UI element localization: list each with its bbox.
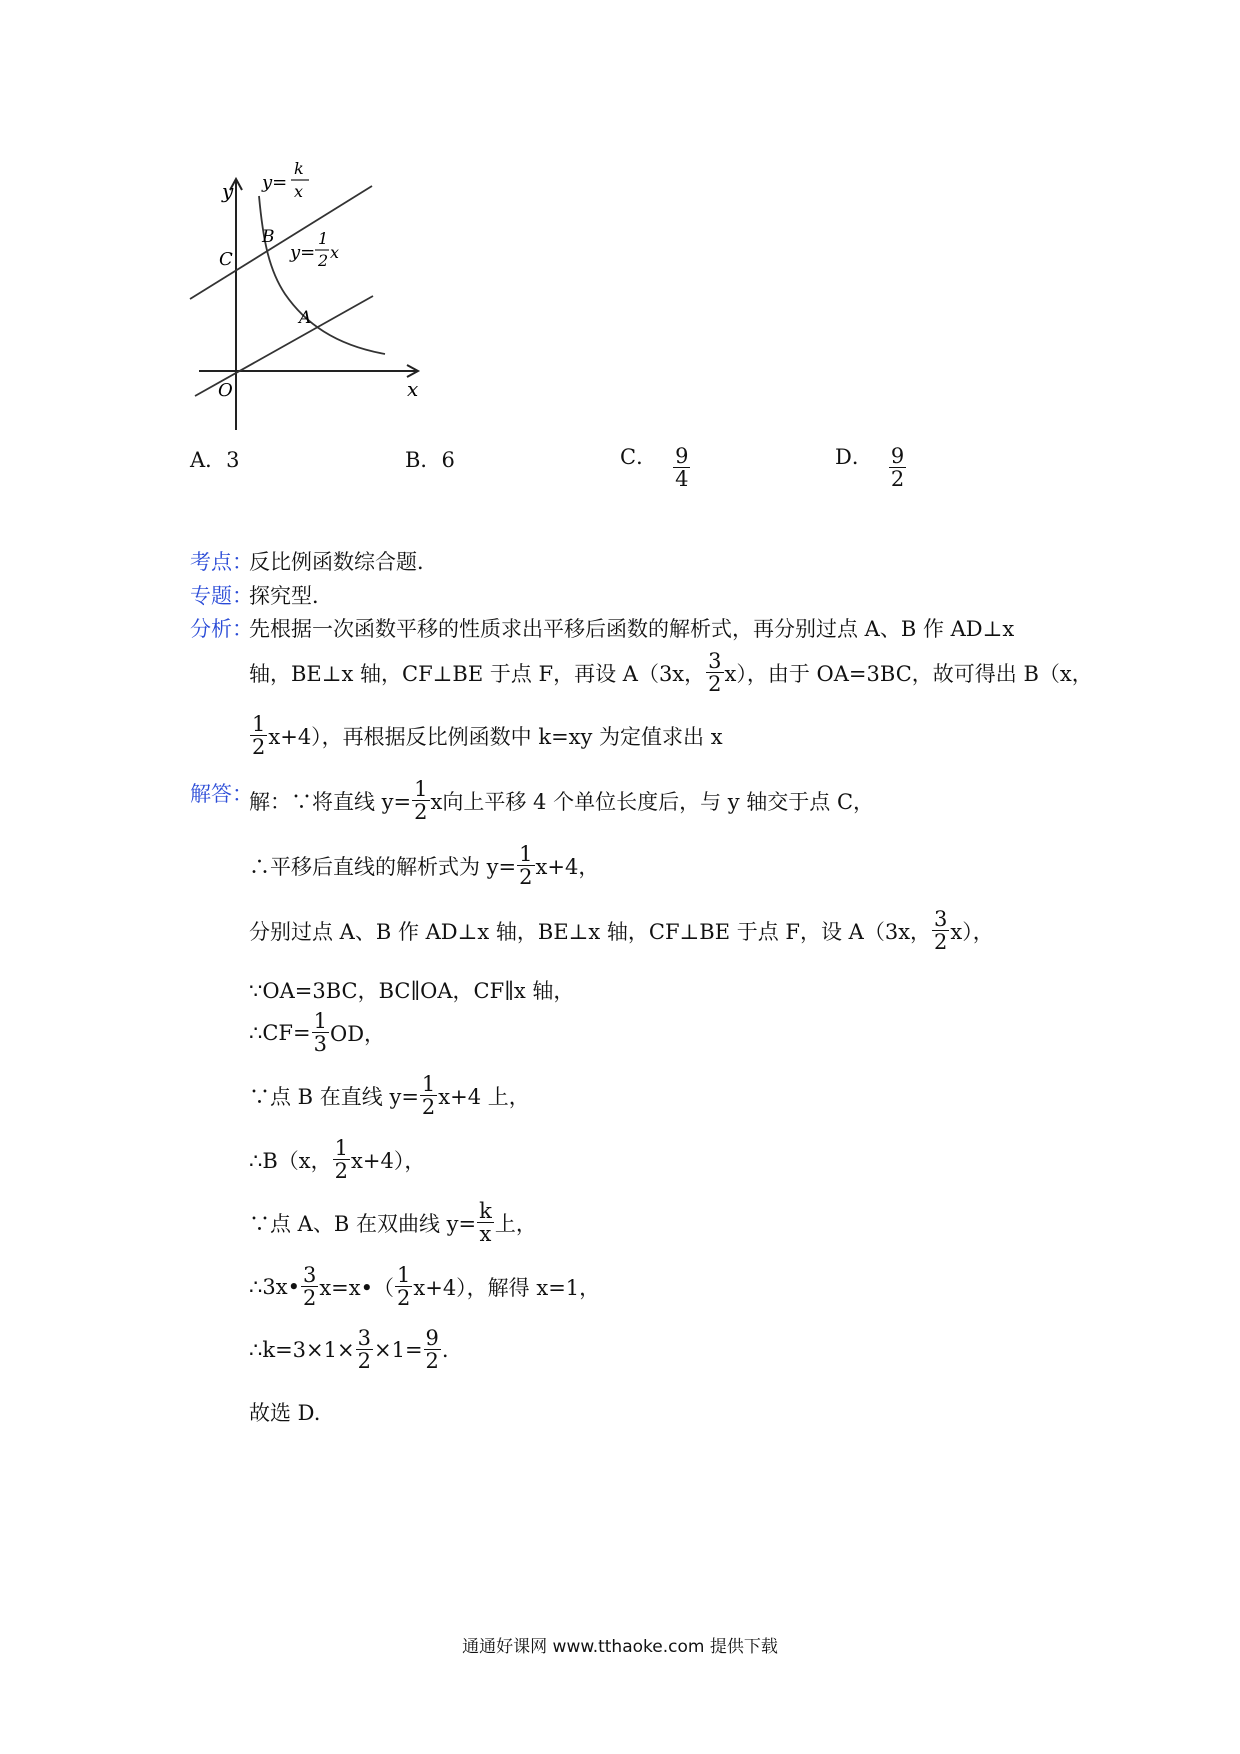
jieda-s2-fraction [517, 843, 534, 888]
jieda-s3-num: 3 [934, 907, 948, 931]
jieda-s7-b: x+4）， [351, 1148, 426, 1173]
shifted-line [190, 186, 372, 299]
option-d-den: 2 [890, 467, 905, 492]
line-eq-tail: x [330, 243, 340, 262]
jieda-s2-num: 1 [519, 842, 533, 866]
jieda-s3-b: x）， [950, 919, 994, 944]
option-b-value: 6 [441, 448, 455, 472]
label-y: y [222, 179, 234, 203]
jieda-s10-b: ×1= [373, 1337, 423, 1362]
option-c-num: 9 [675, 444, 689, 468]
jieda-s9-fraction-2 [395, 1264, 412, 1309]
jieda-s6-fraction [420, 1073, 437, 1118]
jieda-s8-a: ∵点 A、B 在双曲线 y= [249, 1211, 477, 1236]
jieda-s10-fraction-2 [424, 1327, 441, 1372]
jieda-s10-c: . [441, 1337, 449, 1362]
jieda-s2-den: 2 [519, 865, 533, 890]
jieda-s6-den: 2 [421, 1095, 436, 1120]
jieda-s7-a: ∴B（x， [249, 1148, 332, 1173]
option-d-num: 9 [890, 444, 905, 468]
fenxi-line-3-fraction [250, 713, 267, 758]
jieda-s6-num: 1 [421, 1072, 436, 1096]
jieda-s5-fraction [312, 1010, 329, 1055]
jieda-s9-den-1: 2 [302, 1286, 317, 1311]
jieda-s7-den: 2 [334, 1159, 349, 1184]
jieda-s5-b: OD， [329, 1021, 386, 1046]
zhuanti-text: 探究型． [249, 584, 333, 608]
label-c: C [219, 249, 233, 270]
fenxi-line-2-a: 轴，BE⊥x 轴，CF⊥BE 于点 F，再设 A（3x， [249, 661, 706, 686]
jieda-s6-a: ∵点 B 在直线 y= [249, 1084, 419, 1109]
label-a: A [299, 308, 312, 328]
jieda-s3-den: 2 [934, 930, 948, 955]
curve-eq-den: x [294, 182, 304, 201]
option-a [190, 450, 240, 471]
fenxi-line-1: 先根据一次函数平移的性质求出平移后函数的解析式，再分别过点 A、B 作 AD⊥x [249, 617, 1015, 641]
fenxi-l3-num: 1 [252, 712, 266, 736]
jieda-step-7 [249, 1137, 425, 1182]
jieda-s7-num: 1 [334, 1136, 349, 1160]
jieda-s10-a: ∴k=3×1× [249, 1337, 355, 1362]
jieda-step-3 [249, 908, 994, 953]
jieda-s8-b: 上， [494, 1211, 537, 1236]
jieda-s9-a: ∴3x• [249, 1274, 300, 1299]
jieda-s3-a: 分别过点 A、B 作 AD⊥x 轴，BE⊥x 轴，CF⊥BE 于点 F，设 A（3x， [249, 919, 932, 944]
line-eq-lhs: y= [290, 242, 316, 263]
kaodian-text: 反比例函数综合题． [249, 550, 438, 574]
jieda-step-8 [249, 1200, 537, 1245]
zhuanti-label: 专题： [190, 584, 253, 608]
jieda-s9-fraction-1 [301, 1264, 318, 1309]
jieda-s10-num-1: 3 [357, 1326, 371, 1350]
fenxi-l2-num: 3 [708, 649, 722, 673]
option-d [835, 445, 907, 490]
jieda-s1-den: 2 [414, 800, 428, 825]
jieda-step-6 [249, 1073, 530, 1118]
jieda-step-9 [249, 1264, 600, 1309]
curve-eq-num: k [294, 160, 304, 178]
option-d-fraction [889, 445, 906, 490]
jieda-step-10 [249, 1327, 449, 1372]
page-footer: 通通好课网 www.tthaoke.com 提供下载 [462, 1637, 778, 1657]
fenxi-label: 分析： [190, 617, 253, 641]
line-eq-num: 1 [318, 229, 329, 248]
option-d-letter: D． [835, 445, 873, 470]
jieda-s8-den: x [479, 1222, 492, 1247]
jieda-s10-den-1: 2 [357, 1349, 371, 1374]
jieda-s1-num: 1 [414, 777, 428, 801]
jieda-s1-b: x向上平移 4 个单位长度后，与 y 轴交于点 C， [430, 789, 875, 814]
fenxi-line-2 [249, 650, 1093, 695]
jieda-step-5 [249, 1010, 385, 1055]
jieda-s9-c: x+4），解得 x=1， [413, 1275, 601, 1300]
jieda-step-11: 故选 D. [249, 1401, 321, 1425]
jieda-s8-num: k [479, 1199, 492, 1223]
line-eq-den: 2 [318, 251, 329, 270]
jieda-s5-a: ∴CF= [249, 1020, 311, 1045]
jieda-s6-b: x+4 上， [438, 1084, 530, 1109]
fenxi-line-3-b: x+4），再根据反比例函数中 k=xy 为定值求出 x [268, 724, 723, 749]
fenxi-l2-den: 2 [708, 672, 722, 697]
jieda-step-2 [249, 843, 599, 888]
jieda-s7-fraction [333, 1137, 350, 1182]
jieda-s2-a: ∴平移后直线的解析式为 y= [249, 854, 517, 879]
option-c-den: 4 [675, 467, 689, 492]
jieda-s2-b: x+4， [535, 854, 600, 879]
jieda-s10-den-2: 2 [425, 1349, 439, 1374]
jieda-s10-num-2: 9 [425, 1326, 439, 1350]
jieda-step-1 [249, 778, 874, 823]
jieda-s1-fraction [412, 778, 429, 823]
label-o: O [218, 380, 233, 401]
jieda-s10-fraction-1 [356, 1327, 373, 1372]
option-a-letter: A． [190, 448, 227, 472]
jieda-s9-den-2: 2 [397, 1286, 411, 1311]
option-c-letter: C． [620, 445, 658, 470]
fenxi-l3-den: 2 [252, 735, 266, 760]
curve-eq-lhs: y= [262, 172, 288, 193]
jieda-s5-num: 1 [313, 1009, 327, 1033]
option-b-letter: B． [405, 448, 442, 472]
jieda-s9-num-1: 3 [302, 1263, 317, 1287]
option-c [620, 445, 691, 490]
jieda-s9-b: x=x•（ [319, 1275, 394, 1300]
jieda-step-4: ∵OA=3BC，BC∥OA，CF∥x 轴， [249, 979, 575, 1003]
jieda-s5-den: 3 [313, 1032, 327, 1057]
option-a-value: 3 [226, 448, 240, 472]
jieda-s8-fraction [477, 1200, 494, 1245]
jieda-s9-num-2: 1 [397, 1263, 411, 1287]
label-x: x [407, 377, 419, 401]
function-graph [185, 160, 430, 435]
jieda-s1-a: 解：∵将直线 y= [249, 789, 412, 814]
option-b [405, 450, 455, 471]
fenxi-line-3 [249, 713, 723, 758]
jieda-label: 解答： [190, 782, 253, 806]
kaodian-label: 考点： [190, 550, 253, 574]
hyperbola-curve [259, 196, 385, 354]
jieda-s3-fraction [932, 908, 949, 953]
option-c-fraction [673, 445, 690, 490]
label-b: B [262, 227, 275, 247]
fenxi-line-2-fraction [706, 650, 723, 695]
fenxi-line-2-b: x），由于 OA=3BC，故可得出 B（x， [724, 661, 1093, 686]
